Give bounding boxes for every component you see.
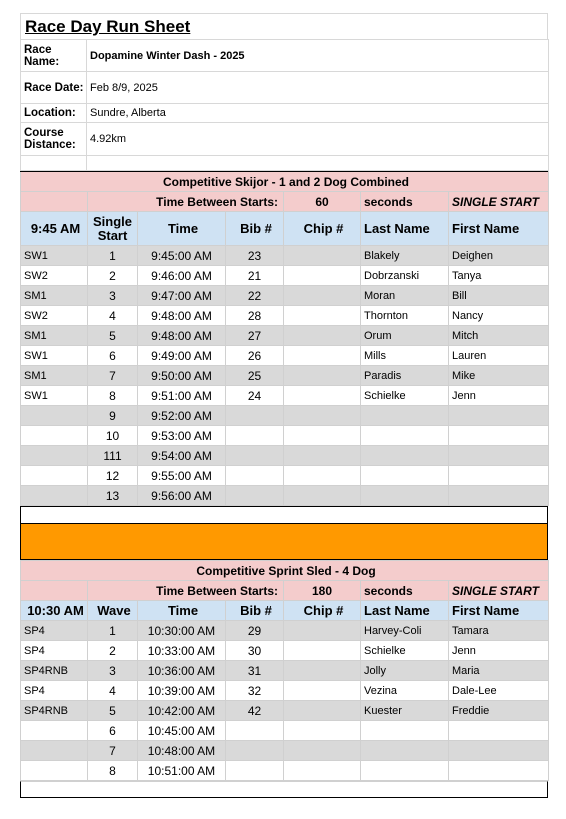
skijor-table-row [21,306,549,326]
sprint-bib-header: Bib # [226,601,284,621]
chip-cell [284,661,361,681]
sprint-schedule-table [20,560,549,781]
last-name-cell: Schielke [361,641,449,661]
first-name-cell: Mike [449,366,549,386]
race-info-table [20,39,549,171]
sprint-start-time-header: 10:30 AM [21,601,88,621]
blank-cell [21,192,88,212]
class-cell: SW1 [21,246,88,266]
start-time-cell: 9:48:00 AM [138,326,226,346]
chip-cell [284,286,361,306]
race-date-value: Feb 8/9, 2025 [87,72,549,104]
last-name-cell [361,721,449,741]
bib-cell: 23 [226,246,284,266]
race-date-label: Race Date: [21,72,87,104]
chip-cell [284,621,361,641]
start-time-cell: 10:39:00 AM [138,681,226,701]
location-label: Location: [21,104,87,123]
start-number-cell: 8 [88,761,138,781]
chip-cell [284,641,361,661]
last-name-cell [361,486,449,506]
start-time-cell: 9:46:00 AM [138,266,226,286]
start-time-cell: 10:36:00 AM [138,661,226,681]
start-time-cell: 10:45:00 AM [138,721,226,741]
start-time-cell: 10:51:00 AM [138,761,226,781]
skijor-schedule-table [20,171,549,506]
skijor-first-header: First Name [449,212,549,246]
last-name-cell: Kuester [361,701,449,721]
bib-cell [226,446,284,466]
start-number-cell: 111 [88,446,138,466]
bib-cell [226,426,284,446]
sprint-first-header: First Name [449,601,549,621]
bib-cell: 26 [226,346,284,366]
sprint-tbs-label: Time Between Starts: [88,581,284,601]
start-number-cell: 10 [88,426,138,446]
start-number-cell: 8 [88,386,138,406]
bib-cell: 28 [226,306,284,326]
first-name-cell: Tamara [449,621,549,641]
class-cell [21,406,88,426]
section-spacer [20,781,548,798]
skijor-table-row [21,246,549,266]
start-time-cell: 9:52:00 AM [138,406,226,426]
last-name-cell: Schielke [361,386,449,406]
blank-cell [21,581,88,601]
bib-cell: 32 [226,681,284,701]
bib-cell: 29 [226,621,284,641]
class-cell: SP4RNB [21,661,88,681]
bib-cell: 22 [226,286,284,306]
first-name-cell: Deighen [449,246,549,266]
start-time-cell: 10:42:00 AM [138,701,226,721]
chip-cell [284,466,361,486]
race-name-label: Race Name: [21,40,87,72]
sheet-title: Race Day Run Sheet [20,13,548,39]
sprint-time-header: Time [138,601,226,621]
skijor-table-row [21,446,549,466]
bib-cell [226,486,284,506]
start-time-cell: 9:56:00 AM [138,486,226,506]
skijor-table-row [21,386,549,406]
sprint-table-row [21,681,549,701]
first-name-cell: Mitch [449,326,549,346]
sprint-tbs-value: 180 [284,581,361,601]
start-time-cell: 9:47:00 AM [138,286,226,306]
start-number-cell: 3 [88,286,138,306]
chip-cell [284,326,361,346]
skijor-table-row [21,426,549,446]
class-cell [21,761,88,781]
first-name-cell: Jenn [449,386,549,406]
bib-cell: 27 [226,326,284,346]
last-name-cell: Vezina [361,681,449,701]
run-sheet [20,13,548,798]
sprint-chip-header: Chip # [284,601,361,621]
first-name-cell: Bill [449,286,549,306]
chip-cell [284,761,361,781]
sprint-table-row [21,641,549,661]
start-number-cell: 7 [88,366,138,386]
class-cell: SM1 [21,286,88,306]
first-name-cell: Tanya [449,266,549,286]
first-name-cell [449,466,549,486]
sprint-section-title: Competitive Sprint Sled - 4 Dog [21,561,549,581]
class-cell: SW1 [21,386,88,406]
first-name-cell: Jenn [449,641,549,661]
start-number-cell: 12 [88,466,138,486]
class-cell: SP4 [21,681,88,701]
skijor-start-type: SINGLE START [449,192,549,212]
start-time-cell: 9:55:00 AM [138,466,226,486]
chip-cell [284,346,361,366]
last-name-cell: Harvey-Coli [361,621,449,641]
section-spacer [20,506,548,523]
skijor-table-row [21,286,549,306]
class-cell: SW2 [21,266,88,286]
chip-cell [284,446,361,466]
first-name-cell: Nancy [449,306,549,326]
start-time-cell: 9:50:00 AM [138,366,226,386]
first-name-cell: Freddie [449,701,549,721]
last-name-cell: Orum [361,326,449,346]
first-name-cell: Dale-Lee [449,681,549,701]
start-number-cell: 2 [88,266,138,286]
chip-cell [284,406,361,426]
chip-cell [284,721,361,741]
bib-cell [226,406,284,426]
chip-cell [284,701,361,721]
start-number-cell: 13 [88,486,138,506]
skijor-num-header: Single Start [88,212,138,246]
sprint-rows [21,621,549,781]
bib-cell: 21 [226,266,284,286]
class-cell: SW2 [21,306,88,326]
skijor-tbs-unit: seconds [361,192,449,212]
last-name-cell [361,741,449,761]
first-name-cell [449,406,549,426]
first-name-cell: Maria [449,661,549,681]
start-time-cell: 10:33:00 AM [138,641,226,661]
class-cell [21,741,88,761]
last-name-cell: Dobrzanski [361,266,449,286]
start-number-cell: 1 [88,246,138,266]
skijor-table-row [21,266,549,286]
sprint-last-header: Last Name [361,601,449,621]
first-name-cell [449,741,549,761]
bib-cell: 24 [226,386,284,406]
skijor-table-row [21,346,549,366]
first-name-cell [449,426,549,446]
bib-cell [226,721,284,741]
sprint-table-row [21,741,549,761]
skijor-table-row [21,406,549,426]
start-number-cell: 4 [88,681,138,701]
race-name-value: Dopamine Winter Dash - 2025 [87,40,549,72]
skijor-tbs-label: Time Between Starts: [88,192,284,212]
chip-cell [284,741,361,761]
chip-cell [284,486,361,506]
skijor-table-row [21,326,549,346]
start-time-cell: 9:49:00 AM [138,346,226,366]
start-time-cell: 9:53:00 AM [138,426,226,446]
class-cell: SM1 [21,326,88,346]
last-name-cell: Blakely [361,246,449,266]
bib-cell [226,761,284,781]
skijor-rows [21,246,549,506]
start-time-cell: 9:48:00 AM [138,306,226,326]
skijor-table-row [21,466,549,486]
sprint-start-type: SINGLE START [449,581,549,601]
class-cell [21,466,88,486]
skijor-table-row [21,486,549,506]
skijor-last-header: Last Name [361,212,449,246]
start-time-cell: 10:48:00 AM [138,741,226,761]
class-cell [21,446,88,466]
skijor-start-time-header: 9:45 AM [21,212,88,246]
last-name-cell [361,406,449,426]
last-name-cell: Mills [361,346,449,366]
first-name-cell [449,761,549,781]
skijor-tbs-value: 60 [284,192,361,212]
class-cell [21,426,88,446]
skijor-chip-header: Chip # [284,212,361,246]
skijor-time-header: Time [138,212,226,246]
course-distance-label: Course Distance: [21,123,87,156]
sprint-table-row [21,701,549,721]
class-cell: SP4RNB [21,701,88,721]
chip-cell [284,266,361,286]
sprint-table-row [21,721,549,741]
start-time-cell: 9:51:00 AM [138,386,226,406]
start-time-cell: 9:54:00 AM [138,446,226,466]
first-name-cell: Lauren [449,346,549,366]
chip-cell [284,366,361,386]
sprint-table-row [21,661,549,681]
last-name-cell: Paradis [361,366,449,386]
start-time-cell: 10:30:00 AM [138,621,226,641]
chip-cell [284,386,361,406]
last-name-cell: Jolly [361,661,449,681]
bib-cell [226,466,284,486]
start-number-cell: 6 [88,721,138,741]
chip-cell [284,681,361,701]
blank-cell [87,156,549,171]
sprint-num-header: Wave [88,601,138,621]
class-cell: SP4 [21,621,88,641]
first-name-cell [449,446,549,466]
start-number-cell: 3 [88,661,138,681]
chip-cell [284,426,361,446]
start-number-cell: 1 [88,621,138,641]
course-distance-value: 4.92km [87,123,549,156]
bib-cell: 30 [226,641,284,661]
start-number-cell: 2 [88,641,138,661]
last-name-cell [361,466,449,486]
skijor-bib-header: Bib # [226,212,284,246]
bib-cell: 25 [226,366,284,386]
class-cell: SM1 [21,366,88,386]
last-name-cell [361,761,449,781]
class-cell [21,486,88,506]
last-name-cell: Moran [361,286,449,306]
chip-cell [284,246,361,266]
skijor-section-title: Competitive Skijor - 1 and 2 Dog Combined [21,172,549,192]
first-name-cell [449,486,549,506]
sprint-tbs-unit: seconds [361,581,449,601]
last-name-cell [361,446,449,466]
start-number-cell: 4 [88,306,138,326]
first-name-cell [449,721,549,741]
last-name-cell: Thornton [361,306,449,326]
start-number-cell: 9 [88,406,138,426]
start-time-cell: 9:45:00 AM [138,246,226,266]
class-cell [21,721,88,741]
bib-cell: 31 [226,661,284,681]
bib-cell [226,741,284,761]
blank-cell [21,156,87,171]
start-number-cell: 5 [88,326,138,346]
start-number-cell: 7 [88,741,138,761]
last-name-cell [361,426,449,446]
class-cell: SP4 [21,641,88,661]
sprint-table-row [21,761,549,781]
location-value: Sundre, Alberta [87,104,549,123]
start-number-cell: 6 [88,346,138,366]
bib-cell: 42 [226,701,284,721]
chip-cell [284,306,361,326]
sprint-table-row [21,621,549,641]
start-number-cell: 5 [88,701,138,721]
skijor-table-row [21,366,549,386]
section-divider-band [20,523,548,560]
class-cell: SW1 [21,346,88,366]
